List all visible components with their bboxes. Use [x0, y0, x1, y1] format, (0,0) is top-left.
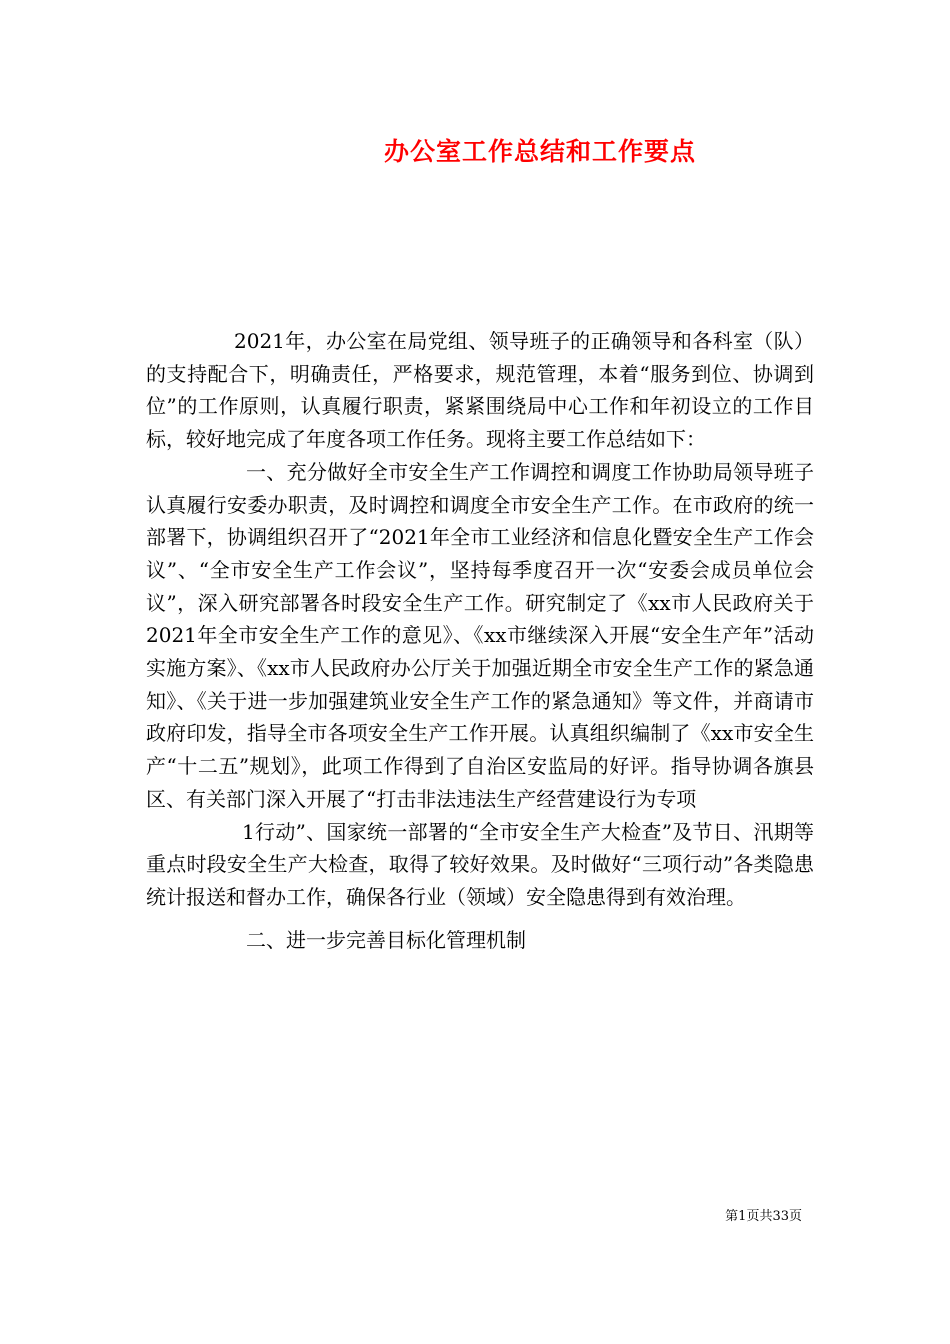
page-number-footer: 第1页共33页: [725, 1209, 802, 1224]
document-body: [146, 325, 814, 956]
paragraph-section-one: 一、充分做好全市安全生产工作调控和调度工作协助局领导班子认真履行安委办职责，及时调控和调度全市安全生产工作。在市政府的统一部署下，协调组织召开了“2021年全市工业经济和信息化暨安全生产工作会议”、“全市安全生产工作会议”，坚持每季度召开一次“安委会成员单位会议”，深入研究部署各时段安全生产工作。研究制定了《xx市人民政府关于2021年全市安全生产工作的意见》、《xx市继续深入开展“安全生产年”活动实施方案》、《xx市人民政府办公厅关于加强近期全市安全生产工作的紧急通知》、《关于进一步加强建筑业安全生产工作的紧急通知》等文件，并商请市政府印发，指导全市各项安全生产工作开展。认真组织编制了《xx市安全生产“十二五”规划》，此项工作得到了自治区安监局的好评。指导协调各旗县区、有关部门深入开展了“打击非法违法生产经营建设行为专项: [146, 459, 814, 811]
paragraph-intro: 2021年，办公室在局党组、领导班子的正确领导和各科室（队）的支持配合下，明确责任，严格要求，规范管理，本着“服务到位、协调到位”的工作原则，认真履行职责，紧紧围绕局中心工作和年初设立的工作目标，较好地完成了年度各项工作任务。现将主要工作总结如下：: [146, 329, 814, 452]
section-heading-two: 二、进一步完善目标化管理机制: [246, 927, 526, 952]
paragraph-continuation: 1行动”、国家统一部署的“全市安全生产大检查”及节日、汛期等重点时段安全生产大检查，取得了较好效果。及时做好“三项行动”各类隐患统计报送和督办工作，确保各行业（领域）安全隐患得到有效治理。: [146, 819, 814, 909]
page-title: 办公室工作总结和工作要点: [383, 137, 696, 166]
